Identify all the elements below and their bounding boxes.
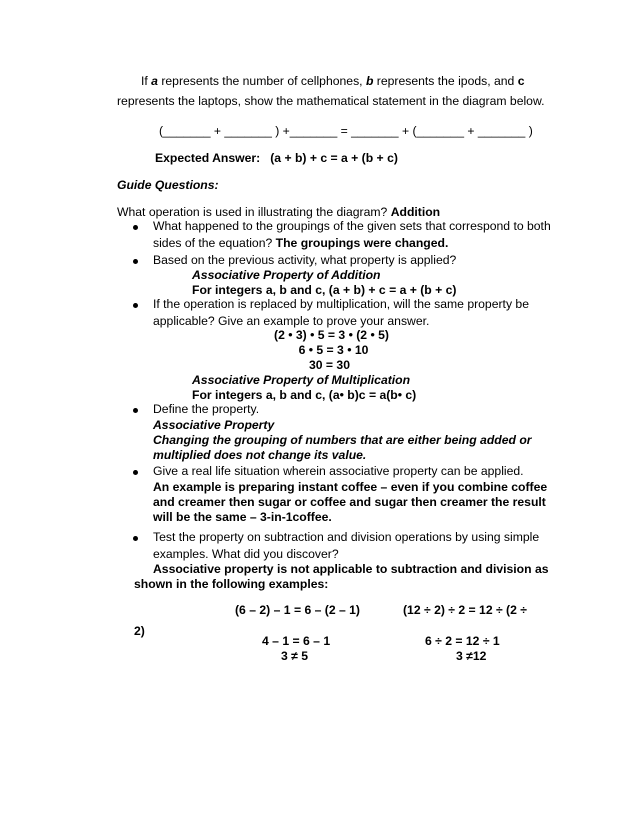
variable-c: c — [517, 74, 525, 88]
bullet-icon — [133, 225, 138, 230]
q2-text: Based on the previous activity, what property is applied? — [153, 253, 457, 267]
expected-answer — [155, 151, 398, 166]
guide-questions-heading: Guide Questions: — [117, 178, 219, 192]
q6-line-1: Test the property on subtraction and division operations by using simple — [153, 530, 540, 544]
subtraction-example-2: 4 – 1 = 6 – 1 — [262, 634, 331, 648]
bullet-icon — [133, 259, 138, 264]
subtraction-example-3: 3 ≠ 5 — [281, 649, 309, 663]
expected-answer-value: (a + b) + c = a + (b + c) — [270, 151, 398, 165]
q5-text: Give a real life situation wherein associative property can be applied. — [153, 464, 524, 478]
bullet-icon — [133, 470, 138, 475]
q3-line-2: applicable? Give an example to prove your answer. — [153, 314, 430, 328]
equation-text: 30 = 30 — [308, 358, 350, 372]
intro-text: If — [141, 74, 152, 88]
question-text: sides of the equation? — [153, 236, 276, 250]
division-example-3: 3 ≠12 — [456, 649, 487, 663]
bullet-icon — [133, 536, 138, 541]
equation-text: (2 • 3) • 5 = 3 • (2 • 5) — [274, 328, 389, 342]
question-text: What operation is used in illustrating the diagram? — [117, 205, 391, 219]
intro-text: represents the ipods, and — [373, 74, 518, 88]
q4-title: Associative Property — [153, 418, 275, 432]
blank-statement: (_______ + _______ ) +_______ = _______ + (_______ + _______ ) — [159, 124, 533, 138]
q5-answer-1: An example is preparing instant coffee – even if you combine coffee — [153, 480, 548, 494]
equation-text: 6 • 5 = 3 • 10 — [298, 343, 369, 357]
answer-text: Addition — [390, 205, 441, 219]
q3-equation-2 — [0, 343, 639, 358]
q3-equation-3 — [0, 358, 639, 373]
q3-equation-1 — [0, 328, 639, 343]
q6-line-2: examples. What did you discover? — [153, 547, 339, 561]
answer-text: The groupings were changed. — [275, 236, 449, 250]
q5-answer-2: and creamer then sugar or coffee and sugar then creamer the result — [153, 495, 546, 509]
q6-answer-1: Associative property is not applicable to subtraction and division as — [153, 562, 549, 576]
intro-text: represents the number of cellphones, — [157, 74, 366, 88]
q2-property: Associative Property of Addition — [192, 268, 381, 282]
bullet-icon — [133, 303, 138, 308]
q4-definition-2: multiplied does not change its value. — [153, 448, 367, 462]
variable-b: b — [365, 74, 374, 88]
expected-answer-label: Expected Answer: — [155, 151, 261, 165]
q3-property: Associative Property of Multiplication — [192, 373, 411, 387]
q2-rule: For integers a, b and c, (a + b) + c = a + (b + c) — [192, 283, 457, 297]
division-example-1: (12 ÷ 2) ÷ 2 = 12 ÷ (2 ÷ — [403, 603, 527, 617]
q1-line-2 — [153, 236, 448, 251]
operation-question — [117, 205, 440, 220]
q3-line-1: If the operation is replaced by multiplication, will the same property be — [153, 297, 529, 311]
division-example-1-continued: 2) — [134, 624, 145, 638]
variable-a: a — [151, 74, 158, 88]
q3-rule: For integers a, b and c, (a• b)c = a(b• c) — [192, 388, 417, 402]
subtraction-example-1: (6 – 2) – 1 = 6 – (2 – 1) — [235, 603, 360, 617]
bullet-icon — [133, 408, 138, 413]
q4-definition-1: Changing the grouping of numbers that are either being added or — [153, 433, 532, 447]
q6-answer-2: shown in the following examples: — [134, 577, 329, 591]
q1-line-1: What happened to the groupings of the given sets that correspond to both — [153, 219, 551, 233]
division-example-2: 6 ÷ 2 = 12 ÷ 1 — [425, 634, 500, 648]
intro-line-1 — [141, 74, 525, 89]
q5-answer-3: will be the same – 3-in-1coffee. — [153, 510, 332, 524]
intro-line-2: represents the laptops, show the mathematical statement in the diagram below. — [117, 94, 545, 108]
q4-text: Define the property. — [153, 402, 260, 416]
